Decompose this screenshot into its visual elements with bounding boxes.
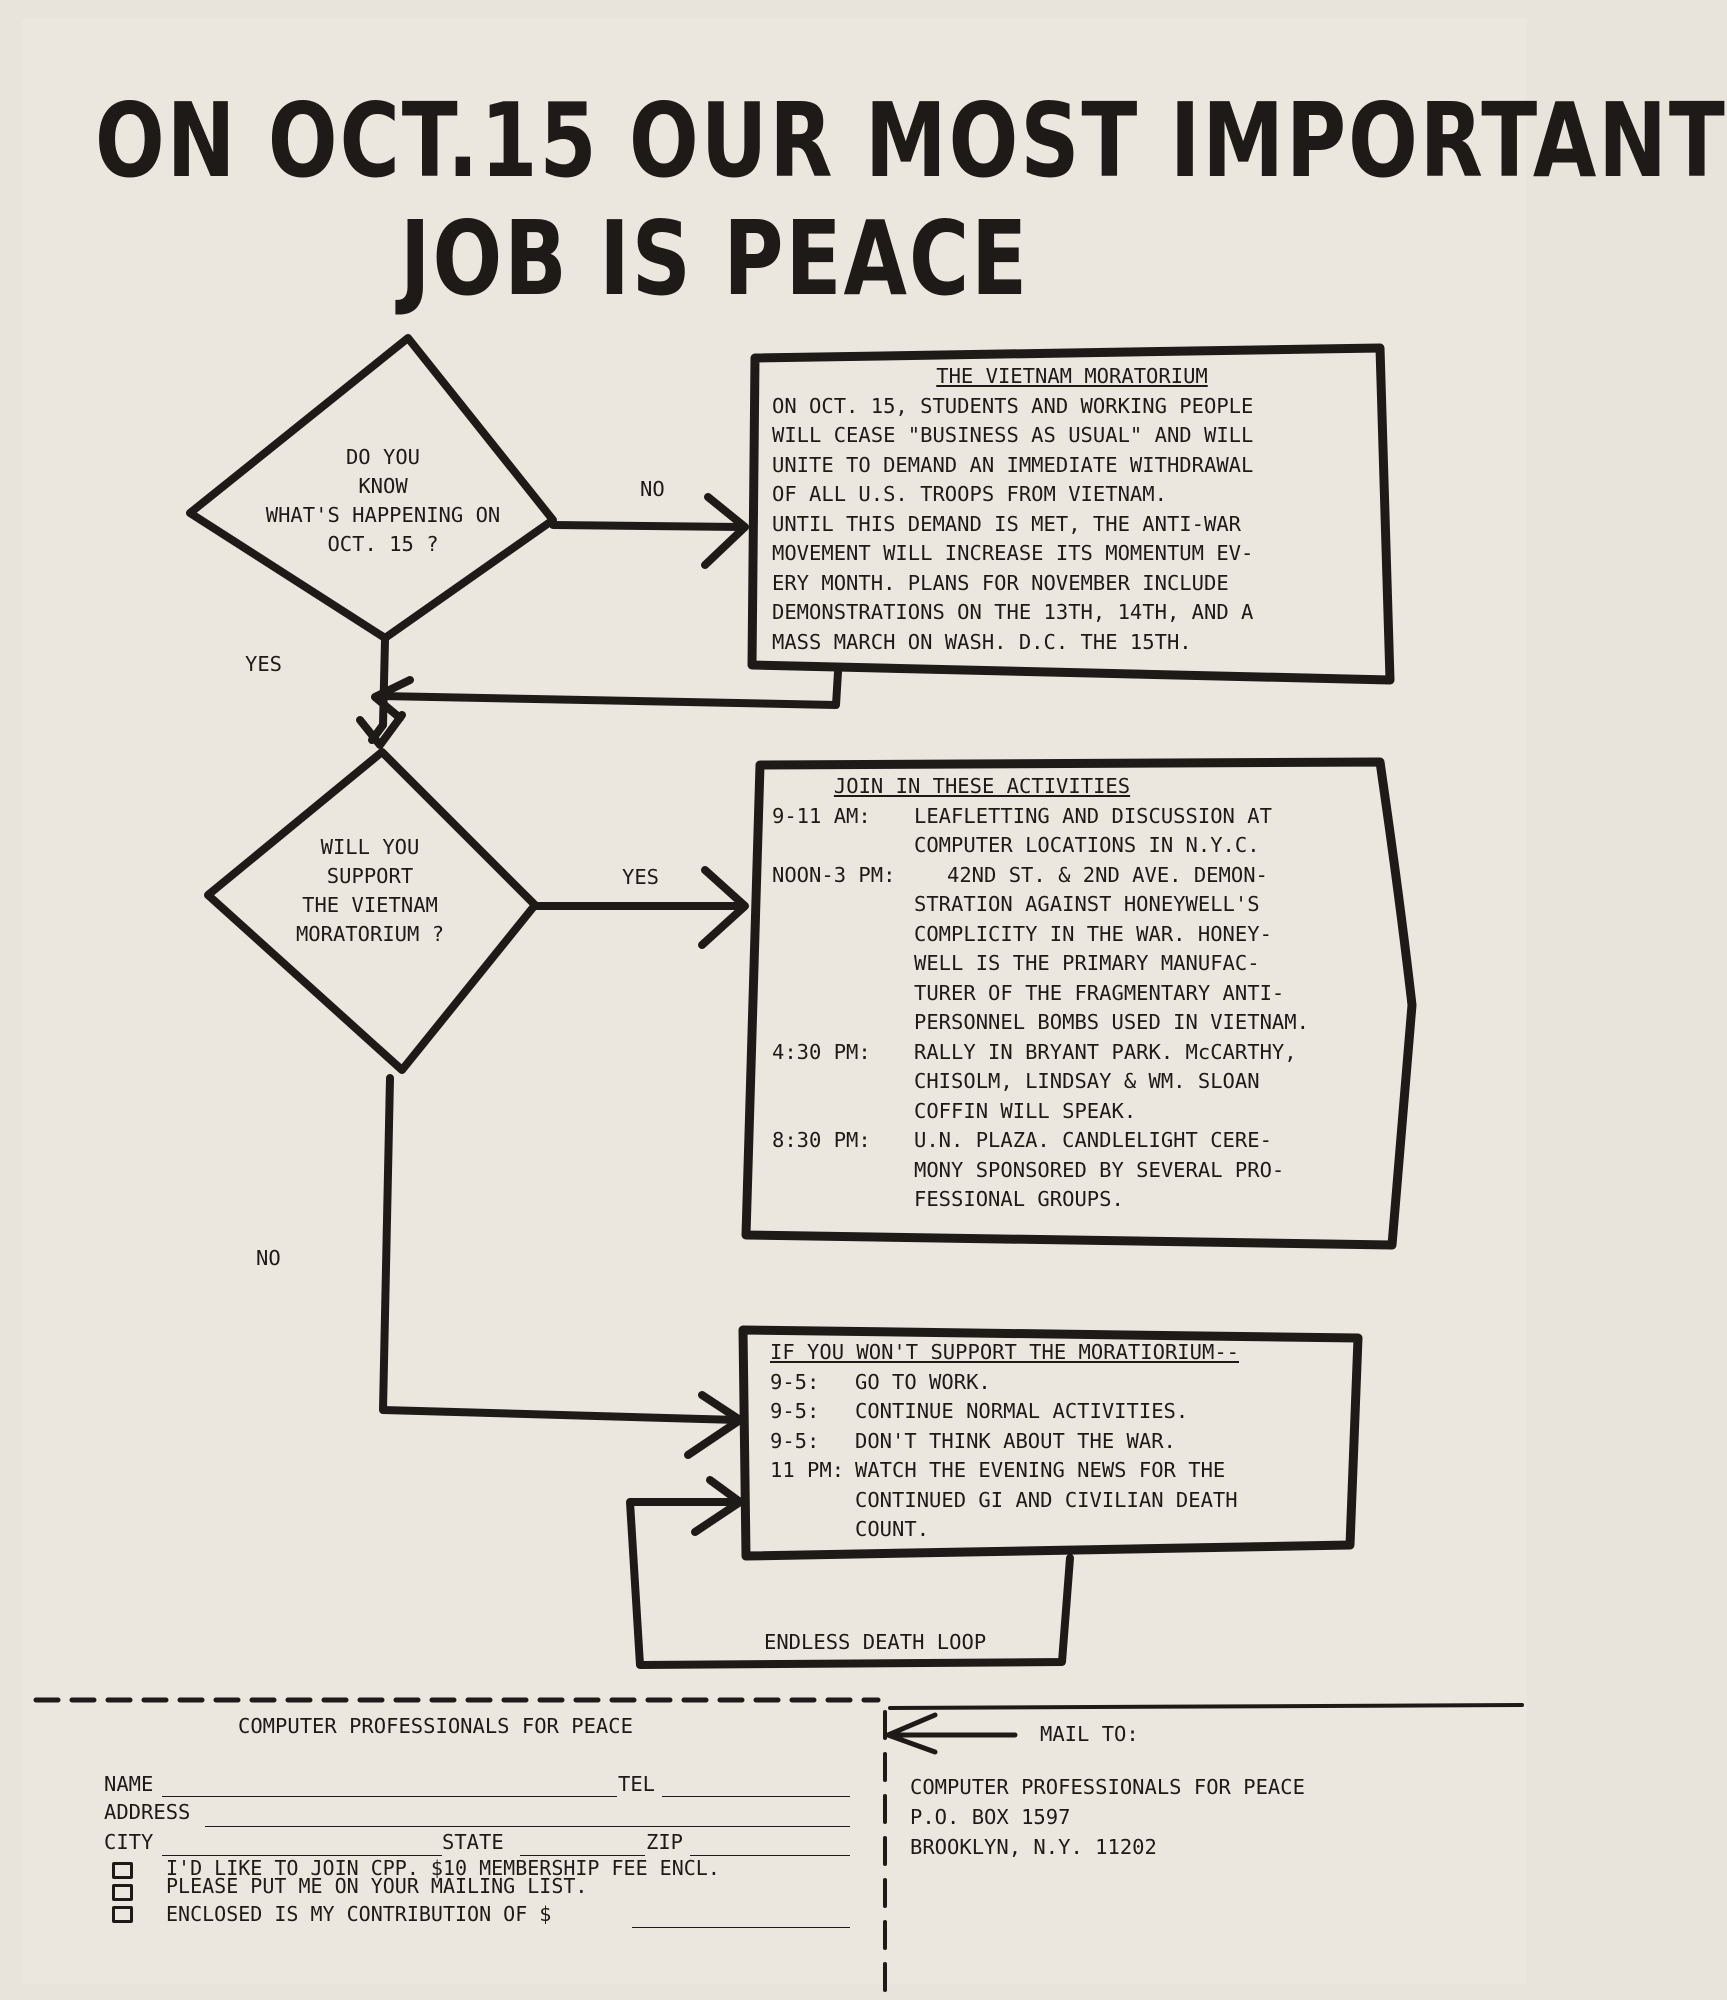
moratorium-heading: THE VIETNAM MORATORIUM xyxy=(936,364,1208,388)
decision-2-yes-label: YES xyxy=(622,865,660,889)
activity-time: 4:30 PM: xyxy=(772,1039,871,1064)
moratorium-line: OF ALL U.S. TROOPS FROM VIETNAM. xyxy=(772,482,1167,506)
tel-field[interactable] xyxy=(662,1796,850,1797)
state-label: STATE xyxy=(442,1830,504,1854)
mail-address-line: COMPUTER PROFESSIONALS FOR PEACE xyxy=(910,1775,1305,1799)
wont-desc: CONTINUE NORMAL ACTIVITIES. xyxy=(855,1399,1189,1423)
activity-time: 9-11 AM: xyxy=(772,803,871,828)
mail-divider-line xyxy=(890,1705,1522,1708)
zip-label: ZIP xyxy=(646,1830,684,1854)
decision-1-line: KNOW xyxy=(358,474,408,498)
activity-desc: CHISOLM, LINDSAY & WM. SLOAN xyxy=(914,1069,1260,1093)
wont-time: 9-5: xyxy=(770,1369,820,1394)
wont-support-heading: IF YOU WON'T SUPPORT THE MORATIORIUM-- xyxy=(770,1340,1239,1364)
contribution-amount-field[interactable] xyxy=(632,1927,850,1928)
moratorium-line: MASS MARCH ON WASH. D.C. THE 15TH. xyxy=(772,629,1192,654)
decision-1-yes-label: YES xyxy=(245,652,283,676)
activity-desc: PERSONNEL BOMBS USED IN VIETNAM. xyxy=(914,1010,1309,1034)
activity-time: NOON-3 PM: xyxy=(772,862,896,887)
headline-line-1: ON OCT.15 OUR MOST IMPORTANT xyxy=(95,82,1727,201)
moratorium-line: WILL CEASE "BUSINESS AS USUAL" AND WILL xyxy=(772,423,1254,447)
wont-time: 9-5: xyxy=(770,1428,820,1453)
activity-desc: WELL IS THE PRIMARY MANUFAC- xyxy=(914,951,1260,975)
no-connector-2 xyxy=(383,1078,738,1420)
decision-2-line: THE VIETNAM xyxy=(302,893,438,917)
moratorium-line: DEMONSTRATIONS ON THE 13TH, 14TH, AND A xyxy=(772,600,1254,624)
moratorium-line: UNTIL THIS DEMAND IS MET, THE ANTI-WAR xyxy=(772,511,1241,536)
activity-desc: COMPLICITY IN THE WAR. HONEY- xyxy=(914,921,1272,946)
activities-heading: JOIN IN THESE ACTIVITIES xyxy=(833,774,1131,798)
activity-desc: U.N. PLAZA. CANDLELIGHT CERE- xyxy=(914,1128,1272,1152)
mail-address-line: BROOKLYN, N.Y. 11202 xyxy=(910,1835,1157,1859)
moratorium-line: MOVEMENT WILL INCREASE ITS MOMENTUM EV- xyxy=(772,541,1254,565)
wont-desc: COUNT. xyxy=(855,1517,930,1541)
wont-time: 11 PM: xyxy=(770,1458,845,1482)
decision-2-line: WILL YOU xyxy=(320,835,420,859)
wont-desc: DON'T THINK ABOUT THE WAR. xyxy=(855,1428,1176,1453)
wont-desc: CONTINUED GI AND CIVILIAN DEATH xyxy=(855,1487,1238,1512)
decision-1-line: WHAT'S HAPPENING ON xyxy=(265,503,501,527)
decision-1-line: DO YOU xyxy=(345,445,421,469)
activity-desc: STRATION AGAINST HONEYWELL'S xyxy=(914,892,1260,916)
decision-2-line: SUPPORT xyxy=(326,864,414,888)
join-option-label: I'D LIKE TO JOIN CPP. $10 MEMBERSHIP FEE ENCL. xyxy=(166,1856,720,1880)
join-checkbox[interactable] xyxy=(112,1862,133,1879)
mailing-list-checkbox[interactable] xyxy=(112,1884,133,1901)
moratorium-line: UNITE TO DEMAND AN IMMEDIATE WITHDRAWAL xyxy=(772,452,1254,477)
decision-2-no-label: NO xyxy=(256,1246,281,1270)
wont-desc: WATCH THE EVENING NEWS FOR THE xyxy=(855,1458,1226,1482)
activity-desc: COFFIN WILL SPEAK. xyxy=(914,1098,1137,1123)
name-label: NAME xyxy=(104,1772,154,1796)
activity-time: 8:30 PM: xyxy=(772,1128,871,1152)
activity-desc: 42ND ST. & 2ND AVE. DEMON- xyxy=(947,862,1268,887)
tel-label: TEL xyxy=(618,1772,656,1796)
activity-desc: COMPUTER LOCATIONS IN N.Y.C. xyxy=(914,833,1260,857)
activity-desc: LEAFLETTING AND DISCUSSION AT xyxy=(914,803,1272,828)
mail-to-address xyxy=(910,1772,1305,1862)
moratorium-box xyxy=(772,362,1372,657)
endless-loop-label: ENDLESS DEATH LOOP xyxy=(764,1630,987,1654)
decision-2-text xyxy=(225,833,515,949)
name-field[interactable] xyxy=(162,1796,617,1797)
contribution-option-label: ENCLOSED IS MY CONTRIBUTION OF $ xyxy=(166,1902,552,1926)
no-connector-2-head xyxy=(688,1395,740,1455)
coupon-org-title: COMPUTER PROFESSIONALS FOR PEACE xyxy=(238,1714,633,1738)
wont-time: 9-5: xyxy=(770,1399,820,1423)
yes-connector-1 xyxy=(372,640,385,740)
address-label: ADDRESS xyxy=(104,1800,191,1824)
return-connector xyxy=(380,672,838,705)
headline-line-2: JOB IS PEACE xyxy=(400,200,1030,319)
activity-desc: RALLY IN BRYANT PARK. McCARTHY, xyxy=(914,1039,1297,1064)
activity-desc: TURER OF THE FRAGMENTARY ANTI- xyxy=(914,980,1285,1005)
no-arrow-1 xyxy=(553,525,742,527)
mail-to-label: MAIL TO: xyxy=(1040,1722,1139,1746)
activity-desc: MONY SPONSORED BY SEVERAL PRO- xyxy=(914,1157,1285,1182)
no-arrow-1-head xyxy=(705,497,745,565)
decision-1-text xyxy=(238,443,528,559)
city-label: CITY xyxy=(104,1830,154,1854)
decision-1-line: OCT. 15 ? xyxy=(327,532,439,556)
wont-desc: GO TO WORK. xyxy=(855,1369,991,1394)
wont-support-box xyxy=(770,1338,1350,1545)
activity-desc: FESSIONAL GROUPS. xyxy=(914,1187,1124,1211)
mail-address-line: P.O. BOX 1597 xyxy=(910,1805,1071,1829)
contribution-checkbox[interactable] xyxy=(112,1906,133,1923)
activities-box xyxy=(772,772,1392,1215)
mailing-list-option-label: PLEASE PUT ME ON YOUR MAILING LIST. xyxy=(166,1874,588,1898)
decision-2-line: MORATORIUM ? xyxy=(295,922,445,946)
decision-1-no-label: NO xyxy=(640,477,665,501)
moratorium-line: ERY MONTH. PLANS FOR NOVEMBER INCLUDE xyxy=(772,570,1229,595)
moratorium-line: ON OCT. 15, STUDENTS AND WORKING PEOPLE xyxy=(772,393,1254,418)
address-field[interactable] xyxy=(205,1826,850,1827)
